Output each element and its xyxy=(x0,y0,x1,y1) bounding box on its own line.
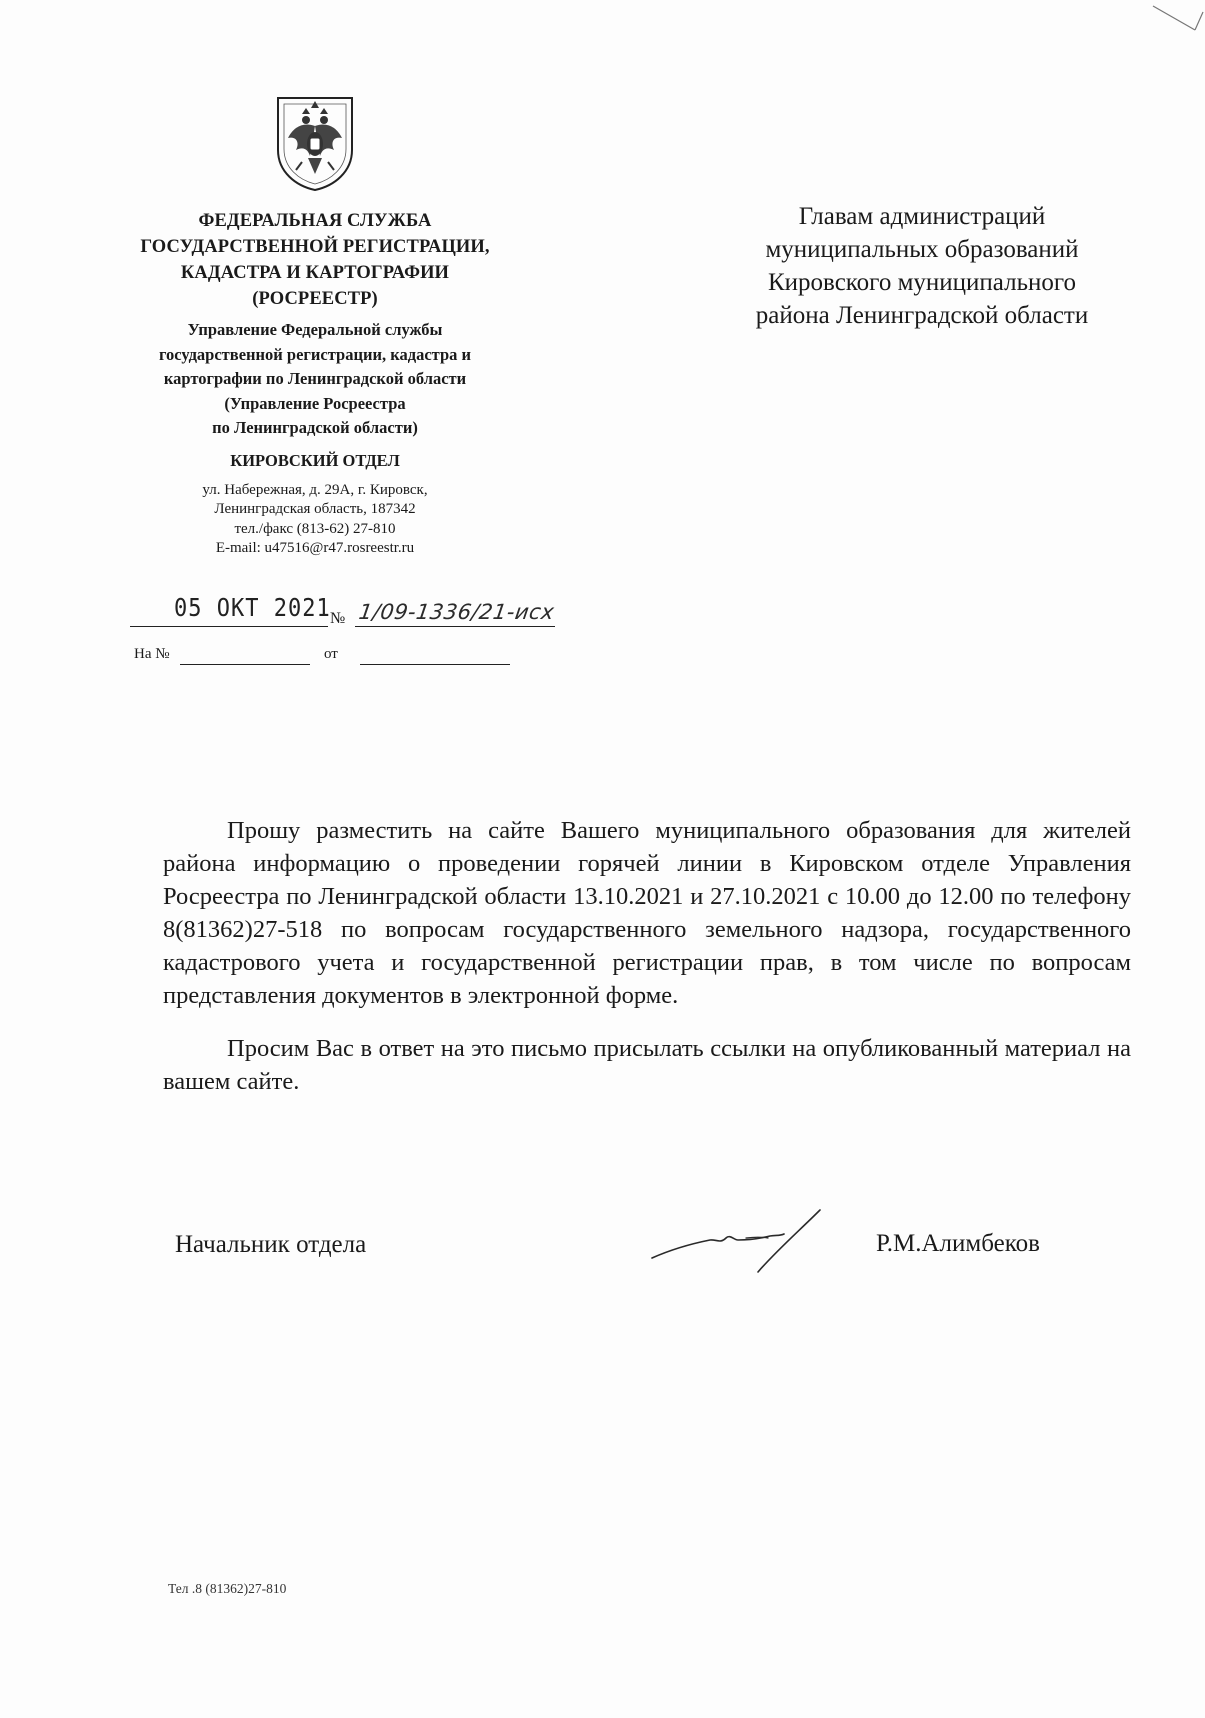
ref-date-blank xyxy=(360,664,510,665)
addressee-line: Кировского муниципального xyxy=(768,269,1076,296)
letter-body xyxy=(163,814,1131,1098)
org-sub-line: (Управление Росреестра xyxy=(224,393,406,413)
org-main-line: КАДАСТРА И КАРТОГРАФИИ xyxy=(180,263,450,283)
addressee-block xyxy=(712,200,1132,332)
registration-line xyxy=(130,596,560,632)
phone-fax-line: тел./факс (813-62) 27-810 xyxy=(234,520,396,537)
org-main-line: ФЕДЕРАЛЬНАЯ СЛУЖБА xyxy=(198,211,432,231)
email-line: E-mail: u47516@r47.rosreestr.ru xyxy=(215,540,415,556)
handwritten-signature xyxy=(650,1200,850,1280)
addressee-line: Главам администраций xyxy=(798,203,1046,230)
sender-organization-block xyxy=(100,208,530,559)
body-paragraph: Прошу разместить на сайте Вашего муниципального образования для жителей района информацию о проведении горячей линии в Кировском отделе Управления Росреестра по Ленинградской области 13.10.2021 и 27.10.2021 с 10.00 до 12.00 по телефону 8(81362)27-518 по вопросам государственного земельного надзора, государственного кадастрового учета и государственной регистрации прав, в том числе по вопросам представления документов в электронной форме. xyxy=(163,817,1131,1009)
org-sub-line: Управление Федеральной службы xyxy=(187,320,443,339)
address-line: Ленинградская область, 187342 xyxy=(214,501,416,517)
org-main-line: (РОСРЕЕСТР) xyxy=(252,289,378,309)
signatory-name: Р.М.Алимбеков xyxy=(876,1230,1040,1257)
org-sub-line: по Ленинградской области) xyxy=(212,418,418,437)
addressee-line: района Ленинградской области xyxy=(755,302,1089,329)
number-label: № xyxy=(330,610,346,627)
contact-block xyxy=(100,481,530,559)
number-underline xyxy=(355,626,555,627)
org-sub-line: государственной регистрации, кадастра и xyxy=(158,344,472,364)
org-sub-name xyxy=(100,318,530,441)
department-name: КИРОВСКИЙ ОТДЕЛ xyxy=(230,450,400,470)
registration-number-handwritten: 1/09-1336/21-исх xyxy=(357,600,556,624)
date-underline xyxy=(130,626,328,627)
signatory-title: Начальник отдела xyxy=(175,1231,367,1258)
addressee-line: муниципальных образований xyxy=(765,236,1079,263)
ref-from-label: от xyxy=(324,646,338,662)
footer-phone: Тел .8 (81362)27-810 xyxy=(168,1581,287,1596)
address-line: ул. Набережная, д. 29А, г. Кировск, xyxy=(202,481,428,498)
registration-date-stamp: 05 ОКТ 2021 xyxy=(174,594,331,623)
org-main-name xyxy=(100,208,530,312)
coat-of-arms-icon xyxy=(270,92,360,192)
org-main-line: ГОСУДАРСТВЕННОЙ РЕГИСТРАЦИИ, xyxy=(140,237,490,257)
org-sub-line: картографии по Ленинградской области xyxy=(163,369,467,388)
ref-number-blank xyxy=(180,664,310,665)
reference-line xyxy=(134,646,514,668)
body-paragraph: Просим Вас в ответ на это письмо присылать ссылки на опубликованный материал на вашем сайте. xyxy=(163,1035,1131,1095)
ref-number-label: На № xyxy=(134,646,170,662)
page-corner-fold-mark xyxy=(1125,0,1205,50)
